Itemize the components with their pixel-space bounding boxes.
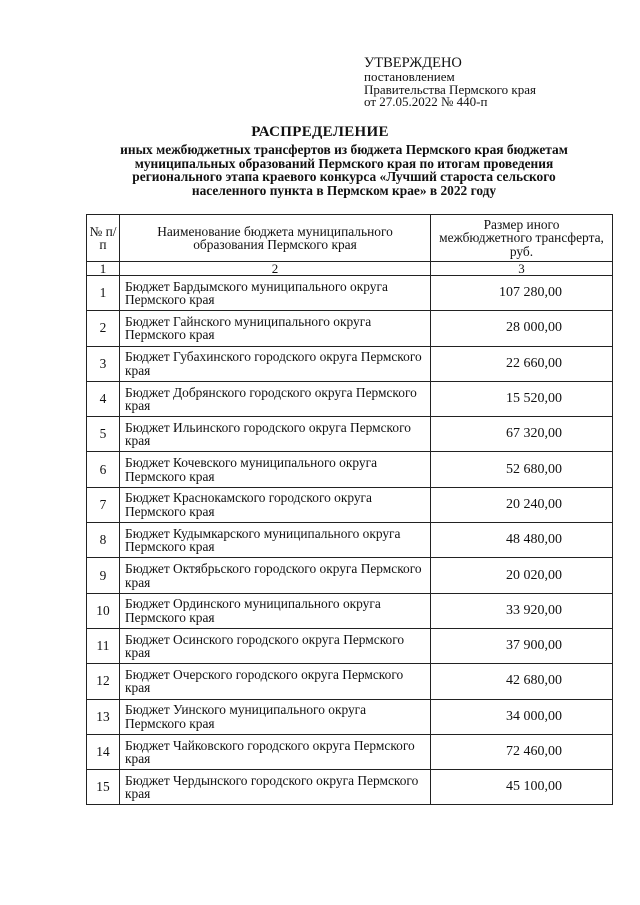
row-number: 4: [87, 381, 120, 416]
approval-line: постановлением: [364, 69, 455, 84]
table-row: [87, 558, 613, 593]
transfer-amount: 67 320,00: [431, 417, 613, 452]
transfer-amount: 48 480,00: [431, 523, 613, 558]
row-number: 2: [87, 311, 120, 346]
budget-name: Бюджет Гайнского муниципального округа Пермского края: [120, 311, 431, 346]
table-row: [87, 664, 613, 699]
column-number: 2: [120, 262, 431, 276]
approval-heading: УТВЕРЖДЕНО: [364, 55, 462, 71]
transfer-amount: 28 000,00: [431, 311, 613, 346]
budget-name: Бюджет Кудымкарского муниципального округа Пермского края: [120, 523, 431, 558]
transfer-amount: 20 240,00: [431, 487, 613, 522]
transfer-amount: 72 460,00: [431, 734, 613, 769]
budget-name: Бюджет Бардымского муниципального округа Пермского края: [120, 276, 431, 311]
table-row: [87, 487, 613, 522]
transfer-amount: 107 280,00: [431, 276, 613, 311]
table-row: [87, 346, 613, 381]
row-number: 9: [87, 558, 120, 593]
row-number: 6: [87, 452, 120, 487]
budget-name: Бюджет Добрянского городского округа Пермского края: [120, 381, 431, 416]
budget-name: Бюджет Чердынского городского округа Пермского края: [120, 770, 431, 805]
budget-name: Бюджет Октябрьского городского округа Пермского края: [120, 558, 431, 593]
header-number: № п/п: [87, 215, 120, 262]
row-number: 3: [87, 346, 120, 381]
transfer-amount: 37 900,00: [431, 628, 613, 663]
transfer-amount: 34 000,00: [431, 699, 613, 734]
budget-name: Бюджет Кочевского муниципального округа Пермского края: [120, 452, 431, 487]
table-row: [87, 523, 613, 558]
table-row: [87, 417, 613, 452]
transfer-amount: 22 660,00: [431, 346, 613, 381]
column-number: 3: [431, 262, 613, 276]
table-row: [87, 734, 613, 769]
row-number: 14: [87, 734, 120, 769]
column-number: 1: [87, 262, 120, 276]
budget-name: Бюджет Чайковского городского округа Пермского края: [120, 734, 431, 769]
transfer-amount: 33 920,00: [431, 593, 613, 628]
table-header-row: [87, 215, 613, 262]
row-number: 15: [87, 770, 120, 805]
table-body: [87, 276, 613, 805]
transfer-amount: 52 680,00: [431, 452, 613, 487]
distribution-table: [86, 214, 613, 805]
table-row: [87, 276, 613, 311]
row-number: 12: [87, 664, 120, 699]
table-row: [87, 699, 613, 734]
row-number: 1: [87, 276, 120, 311]
budget-name: Бюджет Очерского городского округа Пермского края: [120, 664, 431, 699]
table-row: [87, 311, 613, 346]
transfer-amount: 20 020,00: [431, 558, 613, 593]
table-row: [87, 628, 613, 663]
header-amount: Размер иного межбюджетного трансферта, руб.: [431, 215, 613, 262]
budget-name: Бюджет Ильинского городского округа Пермского края: [120, 417, 431, 452]
approval-date: от 27.05.2022 № 440-п: [364, 94, 488, 109]
table-row: [87, 452, 613, 487]
approval-line: Правительства Пермского края: [364, 81, 536, 97]
budget-name: Бюджет Краснокамского городского округа Пермского края: [120, 487, 431, 522]
table-row: [87, 770, 613, 805]
document-title: РАСПРЕДЕЛЕНИЕ: [251, 124, 389, 140]
transfer-amount: 15 520,00: [431, 381, 613, 416]
budget-name: Бюджет Губахинского городского округа Пермского края: [120, 346, 431, 381]
budget-name: Бюджет Ординского муниципального округа Пермского края: [120, 593, 431, 628]
document-subtitle: иных межбюджетных трансфертов из бюджета Пермского края бюджетам муниципальных образований Пермского края по итогам проведения регионального этапа краевого конкурса «Лучший староста сельского населенного пункта в Пермском крае» в 2022 году: [120, 142, 568, 198]
row-number: 13: [87, 699, 120, 734]
row-number: 8: [87, 523, 120, 558]
row-number: 11: [87, 628, 120, 663]
transfer-amount: 45 100,00: [431, 770, 613, 805]
transfer-amount: 42 680,00: [431, 664, 613, 699]
row-number: 7: [87, 487, 120, 522]
row-number: 5: [87, 417, 120, 452]
budget-name: Бюджет Уинского муниципального округа Пермского края: [120, 699, 431, 734]
approval-stamp: [364, 56, 604, 109]
header-budget-name: Наименование бюджета муниципального образования Пермского края: [120, 215, 431, 262]
budget-name: Бюджет Осинского городского округа Пермского края: [120, 628, 431, 663]
row-number: 10: [87, 593, 120, 628]
table-row: [87, 381, 613, 416]
table-row: [87, 593, 613, 628]
column-numbers-row: [87, 262, 613, 276]
